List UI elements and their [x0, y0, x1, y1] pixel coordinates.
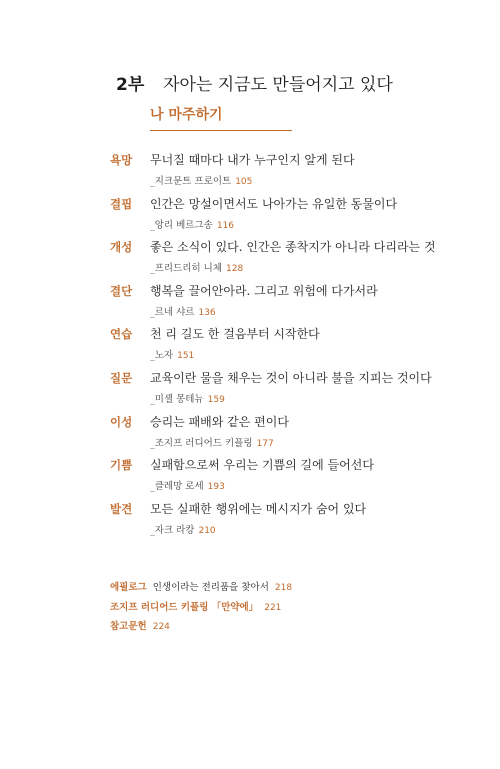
- toc-entry[interactable]: [110, 283, 470, 327]
- back-tag: 조지프 러디어드 키플링 「만약에」: [110, 601, 259, 613]
- entry-page: 105: [235, 177, 253, 187]
- part-title: 자아는 지금도 만들어지고 있다: [163, 75, 393, 95]
- part-subtitle: 나 마주하기: [150, 107, 223, 123]
- entry-page: 151: [177, 351, 195, 362]
- back-page: 221: [264, 602, 282, 613]
- entry-page: 136: [198, 307, 216, 318]
- entry-author: _클레망 로세: [150, 481, 204, 493]
- part-number: 2부: [116, 75, 145, 95]
- toc-entry[interactable]: [110, 501, 470, 545]
- entry-title: 행복을 끌어안아라. 그리고 위험에 다가서라: [150, 283, 378, 298]
- back-matter: [110, 579, 292, 638]
- entry-author: _미셸 몽테뉴: [150, 393, 204, 405]
- back-matter-item[interactable]: [110, 599, 292, 619]
- entry-page: 193: [207, 482, 225, 493]
- entry-title: 실패함으로써 우리는 기쁨의 길에 들어선다: [150, 458, 374, 473]
- back-tag: 참고문헌: [110, 621, 147, 632]
- entry-page: 116: [216, 220, 235, 231]
- toc-entry[interactable]: [110, 239, 470, 283]
- back-page: 224: [152, 622, 170, 632]
- entry-author: _자크 라캉: [150, 524, 195, 536]
- toc-entry[interactable]: [110, 152, 470, 196]
- entry-tag: 욕망: [110, 153, 133, 167]
- entry-title: 좋은 소식이 있다. 인간은 종착지가 아니라 다리라는 것: [150, 240, 436, 255]
- entry-page: 177: [256, 438, 274, 449]
- divider: [150, 130, 292, 131]
- entry-title: 무너질 때마다 내가 누구인지 알게 된다: [150, 153, 355, 167]
- toc-entry[interactable]: [110, 457, 470, 501]
- entry-title: 승리는 패배와 같은 편이다: [150, 414, 289, 429]
- toc-entry[interactable]: [110, 370, 470, 414]
- toc-list: [110, 152, 470, 544]
- entry-author: _노자: [150, 350, 174, 362]
- back-title: 인생이라는 전리품을 찾아서: [152, 582, 269, 593]
- entry-page: 159: [207, 394, 225, 405]
- entry-tag: 개성: [110, 240, 133, 255]
- entry-title: 천 리 길도 한 걸음부터 시작한다: [150, 327, 320, 342]
- entry-tag: 기쁨: [110, 458, 133, 473]
- toc-entry[interactable]: [110, 326, 470, 370]
- entry-author: _지크문트 프로이트: [150, 176, 232, 187]
- toc-entry[interactable]: [110, 196, 470, 240]
- entry-tag: 발견: [110, 501, 133, 516]
- entry-tag: 질문: [110, 370, 133, 385]
- entry-author: _프리드리히 니체: [150, 263, 223, 275]
- entry-tag: 결핍: [110, 196, 133, 211]
- entry-title: 모든 실패한 행위에는 메시지가 숨어 있다: [150, 501, 367, 516]
- back-matter-item[interactable]: [110, 618, 292, 638]
- entry-author: _르네 샤르: [150, 306, 195, 318]
- toc-entry[interactable]: [110, 414, 470, 458]
- back-tag: 에필로그: [110, 582, 147, 593]
- back-page: 218: [274, 583, 293, 593]
- entry-title: 교육이란 물을 채우는 것이 아니라 불을 지피는 것이다: [150, 370, 432, 385]
- back-matter-item[interactable]: [110, 579, 292, 599]
- entry-page: 210: [198, 525, 216, 536]
- entry-tag: 결단: [110, 283, 133, 298]
- entry-tag: 이성: [110, 414, 133, 429]
- entry-page: 128: [226, 264, 244, 275]
- part-header: [116, 70, 393, 95]
- entry-tag: 연습: [110, 327, 133, 342]
- entry-author: _조지프 러디어드 키플링: [150, 437, 253, 449]
- entry-author: _앙리 베르그송: [150, 219, 213, 231]
- entry-title: 인간은 망설이면서도 나아가는 유일한 동물이다: [150, 196, 398, 211]
